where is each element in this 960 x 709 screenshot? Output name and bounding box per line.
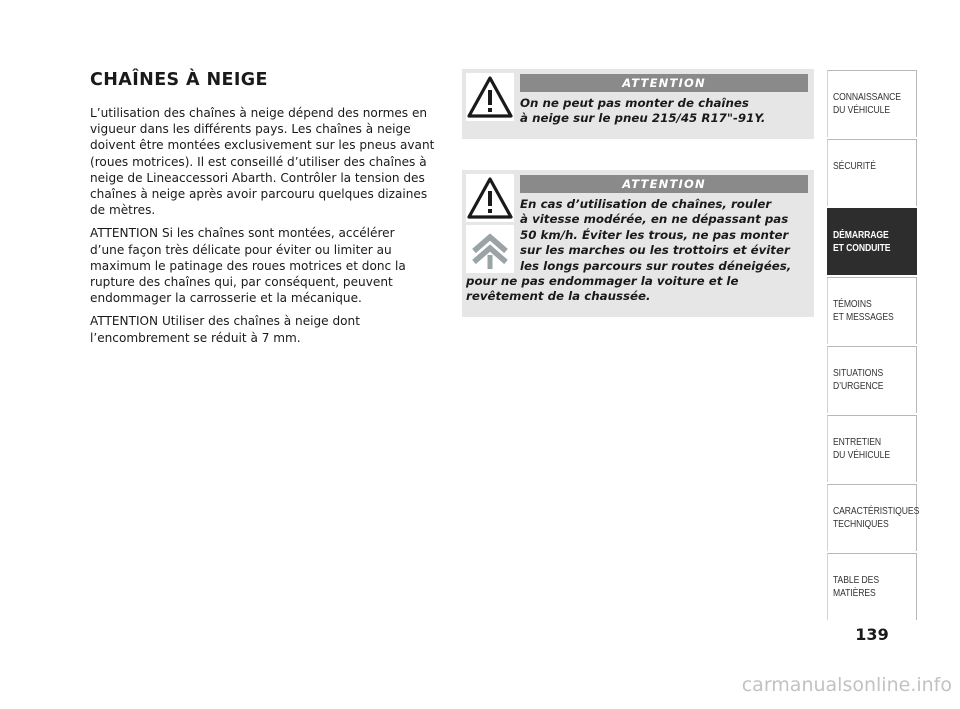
- warning-line: à vitesse modérée, en ne dépassant pas: [520, 212, 789, 227]
- tab-label: [833, 160, 902, 173]
- tab-label: [833, 91, 902, 116]
- text-line: maximum le patinage des roues motrices et donc la: [90, 258, 406, 273]
- warning-line: sur les marches ou les trottoirs et éviter: [520, 243, 790, 258]
- warning-line: revêtement de la chaussée.: [466, 289, 651, 304]
- tab-label-line: TECHNIQUES: [833, 517, 889, 530]
- text-line: ATTENTION Si les chaînes sont montées, accélérer: [90, 226, 395, 241]
- text-line: endommager la carrosserie et la mécanique.: [90, 291, 362, 306]
- tab-label: [833, 436, 902, 461]
- tab-label: [833, 574, 902, 599]
- text-line: d’une façon très délicate pour éviter ou limiter au: [90, 242, 392, 257]
- warning-box-tire: [462, 69, 814, 139]
- tab-label-line: TABLE DES: [833, 574, 879, 586]
- tab-situations-d-urgence[interactable]: [827, 346, 917, 413]
- warning-line: On ne peut pas monter de chaînes: [520, 96, 749, 110]
- tab-label-line: SÉCURITÉ: [833, 160, 876, 172]
- watermark: carmanualsonline.info: [741, 674, 952, 696]
- text-line: chaînes à neige après avoir parcouru quelques dizaines: [90, 187, 428, 202]
- tab-caracteristiques-techniques[interactable]: [827, 484, 920, 551]
- tab-label-line: DU VÉHICULE: [833, 103, 890, 116]
- text-line: doivent être montées exclusivement sur les pneus avant: [90, 138, 435, 153]
- attention-heading: ATTENTION: [520, 74, 808, 92]
- tab-label-line: ENTRETIEN: [833, 436, 882, 448]
- warning-line: à neige sur le pneu 215/45 R17"-91Y.: [520, 111, 766, 126]
- tab-temoins-et-messages[interactable]: [827, 277, 917, 344]
- page-title: CHAÎNES À NEIGE: [90, 70, 268, 90]
- text-line: rupture des chaînes qui, par conséquent, peuvent: [90, 275, 393, 290]
- chapter-tabs: [827, 70, 920, 622]
- tab-label-line: DÉMARRAGE: [833, 229, 889, 241]
- paragraph-attention-acceleration: [90, 225, 440, 306]
- chevron-up-icon: [466, 225, 514, 273]
- warning-line: les longs parcours sur routes déneigées,: [520, 258, 792, 273]
- tab-label: [833, 505, 920, 530]
- page-number: 139: [855, 625, 889, 644]
- warning-text-continued: [466, 274, 810, 305]
- warning-triangle-icon: [466, 73, 514, 121]
- tab-label-line: TÉMOINS: [833, 298, 872, 310]
- attention-heading: ATTENTION: [520, 175, 808, 193]
- paragraph-attention-size: [90, 313, 440, 345]
- paragraph-intro: [90, 105, 440, 218]
- tab-securite[interactable]: [827, 139, 917, 206]
- warning-triangle-icon: [466, 174, 514, 222]
- text-line: l’encombrement se réduit à 7 mm.: [90, 330, 301, 345]
- tab-demarrage-et-conduite[interactable]: [827, 208, 917, 275]
- tab-label-line: DU VÉHICULE: [833, 448, 890, 461]
- tab-table-des-matieres[interactable]: [827, 553, 917, 620]
- warning-box-driving: [462, 170, 814, 317]
- text-line: ATTENTION Utiliser des chaînes à neige dont: [90, 314, 360, 329]
- tab-label-line: ET CONDUITE: [833, 241, 891, 254]
- text-line: neige de Lineaccessori Abarth. Contrôler la tension des: [90, 170, 425, 185]
- text-line: de mètres.: [90, 203, 156, 218]
- tab-label-line: CONNAISSANCE: [833, 91, 901, 103]
- tab-label-line: CARACTÉRISTIQUES: [833, 505, 920, 517]
- tab-label: [833, 367, 902, 392]
- text-line: (roues motrices). Il est conseillé d’utiliser des chaînes à: [90, 154, 427, 169]
- text-line: vigueur dans les différents pays. Les chaînes à neige: [90, 122, 411, 137]
- tab-label: [833, 229, 902, 254]
- warning-line: 50 km/h. Éviter les trous, ne pas monter: [520, 227, 789, 242]
- tab-label: [833, 298, 902, 323]
- tab-label-line: SITUATIONS: [833, 367, 884, 379]
- warning-text: [520, 96, 810, 127]
- tab-label-line: MATIÈRES: [833, 586, 876, 599]
- body-text: [90, 105, 440, 353]
- tab-entretien-du-vehicule[interactable]: [827, 415, 917, 482]
- tab-label-line: D’URGENCE: [833, 379, 884, 392]
- tab-connaissance-du-vehicule[interactable]: [827, 70, 917, 137]
- warning-line: pour ne pas endommager la voiture et le: [466, 274, 739, 288]
- tab-label-line: ET MESSAGES: [833, 310, 894, 323]
- text-line: L’utilisation des chaînes à neige dépend des normes en: [90, 106, 428, 120]
- warning-text: [520, 197, 810, 274]
- warning-line: En cas d’utilisation de chaînes, rouler: [520, 197, 772, 211]
